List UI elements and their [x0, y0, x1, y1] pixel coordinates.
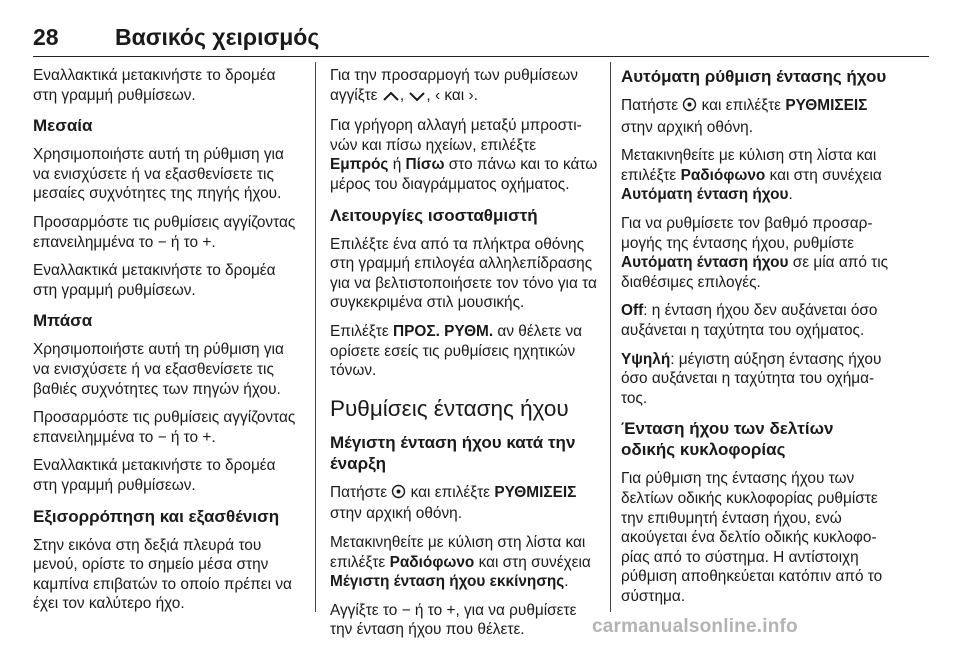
text: ή το: [170, 233, 199, 251]
bold-term: ΠΡΟΣ. ΡΥΘΜ.: [392, 322, 494, 340]
paragraph: [330, 601, 598, 640]
text: Για να ρυθμίσετε τον βαθμό προσαρμογής της έντασης ήχου, ρυθμίστε: [621, 214, 873, 252]
paragraph: [330, 483, 598, 524]
paragraph: [33, 213, 301, 252]
paragraph: [621, 146, 889, 205]
column-3: [621, 66, 889, 615]
watermark: carmanualsonline.info: [592, 616, 798, 637]
paragraph: Εναλλακτικά μετακινήστε το δρομέα στη γραμμή ρυθμίσεων.: [33, 457, 276, 494]
paragraph: Στην εικόνα στη δεξιά πλευρά του μενού, ορίστε το σημείο μέσα στην καμπίνα επιβατών το οποίο πρέπει να έχει τον καλύτερο ήχο.: [33, 536, 292, 613]
section-heading: Μέγιστη ένταση ήχου κατά την έναρξη: [330, 432, 576, 473]
text: Για την προσαρμογή των ρυθμίσεων αγγίξτε: [330, 67, 579, 104]
text: Πατήστε: [621, 97, 679, 114]
paragraph: [33, 408, 301, 447]
paragraph: [330, 533, 598, 592]
bold-term: Αυτόματη ένταση ήχου: [621, 186, 789, 204]
section-heading: Λειτουργίες ισοσταθμιστή: [330, 205, 538, 225]
text: στο πάνω και το κάτω μέρος του διαγράμματος οχήματος.: [330, 156, 598, 193]
chevron-left-icon: ‹: [434, 86, 441, 104]
paragraph: [330, 116, 598, 194]
plus-icon: +: [202, 233, 212, 251]
page-header: [33, 16, 929, 57]
column-1: [33, 66, 301, 623]
minus-icon: −: [157, 428, 167, 446]
text: και: [444, 86, 465, 104]
chevron-down-icon: [408, 88, 426, 108]
section-heading: Μπάσα: [33, 311, 93, 331]
paragraph: [621, 301, 889, 340]
plus-icon: +: [202, 428, 212, 446]
bold-term: Off: [621, 302, 644, 320]
text: Επιλέξτε: [330, 322, 389, 340]
column-divider: [610, 62, 611, 612]
bold-term: Αυτόματη ένταση ήχου: [621, 254, 789, 272]
page-title: Βασικός χειρισμός: [115, 24, 320, 50]
section-heading: Μεσαία: [33, 116, 93, 136]
text: ,: [426, 86, 431, 104]
text: ή το: [170, 428, 199, 446]
text: , για να ρυθμίσετε την ένταση ήχου που θέλετε.: [330, 601, 577, 639]
text: και επιλέξτε: [410, 483, 491, 501]
text: ,: [399, 86, 405, 104]
paragraph: [621, 350, 889, 409]
minus-icon: −: [401, 601, 411, 619]
text: αν θέλετε να ορίσετε εσείς τις ρυθμίσεις ηχητικών τόνων.: [330, 322, 583, 380]
paragraph: Επιλέξτε ένα από τα πλήκτρα οθόνης στη γραμμή επιλογέα αλληλεπίδρασης για να βελτιστοποιήσετε τον τόνο για τα συγκεκριμένα στιλ μουσικής.: [330, 235, 597, 312]
text: στην αρχική οθόνη.: [330, 505, 463, 523]
bold-term: Εμπρός: [330, 156, 389, 174]
text: ή το: [414, 601, 443, 619]
text: και επιλέξτε: [701, 97, 782, 114]
text: Προσαρμόστε τις ρυθμίσεις αγγίζοντας επανειλημμένα το: [33, 213, 296, 251]
paragraph: [621, 96, 889, 137]
bold-term: Υψηλή: [621, 350, 671, 368]
plus-icon: +: [446, 601, 456, 619]
paragraph: [621, 214, 889, 292]
paragraph: Για ρύθμιση της έντασης ήχου των δελτίων οδικής κυκλοφορίας ρυθμίστε την επιθυμητή ένταση ήχου, ενώ ακούγεται ένα δελτίο οδικής κυκλοφορίας από το σύστημα. Η αντίστοιχη ρύθμιση αποθηκεύεται κατόπιν από το σύστημα.: [621, 470, 883, 605]
column-2: [330, 66, 598, 649]
paragraph: Εναλλακτικά μετακινήστε το δρομέα στη γραμμή ρυθμίσεων.: [33, 262, 276, 299]
text: και στη συνέχεια: [478, 553, 591, 571]
paragraph: [330, 322, 598, 381]
bold-term: Μέγιστη ένταση ήχου εκκίνησης: [330, 573, 565, 591]
text: και στη συνέχεια: [769, 166, 882, 184]
paragraph: [330, 66, 598, 107]
bold-term: Ραδιόφωνο: [680, 166, 766, 184]
text: .: [473, 86, 478, 104]
text: : η ένταση ήχου δεν αυξάνεται όσο αυξάνεται η ταχύτητα του οχήματος.: [621, 302, 878, 339]
text: Μετακινηθείτε με κύλιση στη λίστα και επιλέξτε: [330, 533, 586, 571]
bold-term: ΡΥΘΜΙΣΕΙΣ: [494, 483, 577, 501]
paragraph: Χρησιμοποιήστε αυτή τη ρύθμιση για να ενισχύσετε ή να εξασθενίσετε τις βαθιές συχνότητες των πηγών ήχου.: [33, 341, 284, 398]
text: στην αρχική οθόνη.: [621, 118, 754, 136]
chevron-right-icon: ›: [468, 86, 474, 104]
text: Αγγίξτε το: [330, 601, 398, 619]
section-heading: Ένταση ήχου των δελτίων οδικής κυκλοφορίας: [621, 419, 834, 460]
text: Για γρήγορη αλλαγή μεταξύ μπροστινών και πίσω ηχείων, επιλέξτε: [330, 117, 582, 154]
text: Προσαρμόστε τις ρυθμίσεις αγγίζοντας επανειλημμένα το: [33, 409, 296, 446]
chapter-heading: Ρυθμίσεις έντασης ήχου: [330, 395, 569, 421]
text: ή: [392, 156, 402, 174]
bold-term: Ραδιόφωνο: [389, 553, 475, 571]
paragraph: Εναλλακτικά μετακινήστε το δρομέα στη γραμμή ρυθμίσεων.: [33, 67, 276, 104]
text: .: [564, 573, 569, 591]
text: Μετακινηθείτε με κύλιση στη λίστα και επιλέξτε: [621, 147, 877, 184]
text: Πατήστε: [330, 483, 388, 501]
minus-icon: −: [157, 233, 167, 251]
bold-term: Πίσω: [405, 156, 445, 174]
home-icon: [682, 97, 697, 118]
column-divider: [315, 62, 316, 612]
text: .: [211, 233, 216, 251]
text: : μέγιστη αύξηση έντασης ήχου όσο αυξάνεται η ταχύτητα του οχήματος.: [621, 350, 882, 407]
section-heading: Εξισορρόπηση και εξασθένιση: [33, 506, 280, 526]
section-heading: Αυτόματη ρύθμιση έντασης ήχου: [621, 67, 887, 86]
text: σε μία από τις διαθέσιμες επιλογές.: [621, 254, 889, 291]
page-number: 28: [33, 24, 59, 50]
text: .: [211, 428, 216, 446]
paragraph: Χρησιμοποιήστε αυτή τη ρύθμιση για να ενισχύσετε ή να εξασθενίσετε τις μεσαίες συχνότητες της πηγής ήχου.: [33, 146, 284, 203]
chevron-up-icon: [382, 88, 400, 108]
bold-term: ΡΥΘΜΙΣΕΙΣ: [785, 97, 868, 114]
text: .: [788, 186, 793, 204]
home-icon: [391, 484, 406, 505]
